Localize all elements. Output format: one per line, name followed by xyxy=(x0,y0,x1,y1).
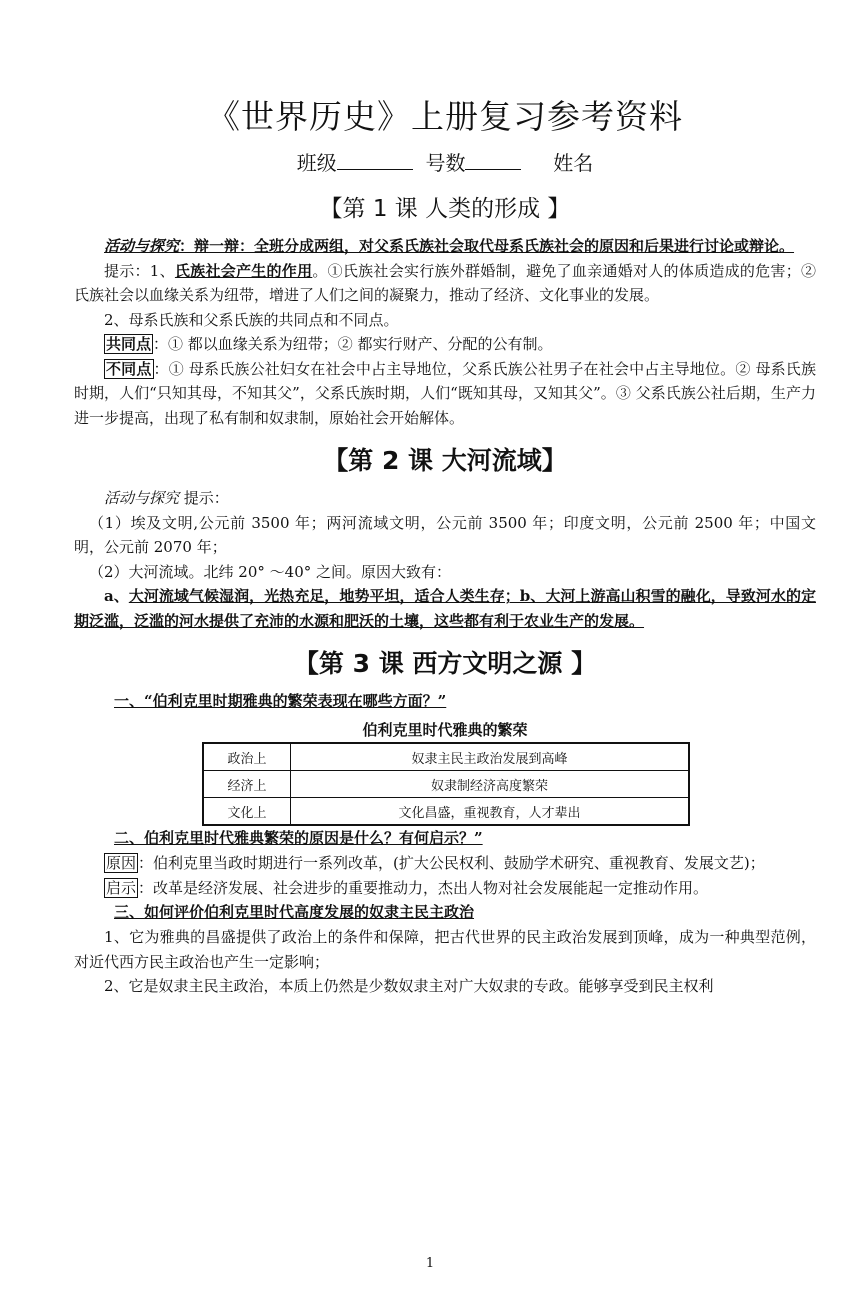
lesson-1-diff-points xyxy=(74,357,816,431)
diff-points-label: 不同点 xyxy=(106,359,152,378)
p3-prefix: a、 xyxy=(104,587,129,605)
hint-topic: 氏族社会产生的作用 xyxy=(174,261,313,280)
class-blank xyxy=(337,149,413,170)
table-value: 奴隶主民主政治发展到高峰 xyxy=(291,743,690,771)
reason-text: ：伯利克里当政时期进行一系列改革，(扩大公民权利、鼓励学术研究、重视教育、发展文艺)； xyxy=(138,854,765,872)
table-row xyxy=(203,798,689,826)
lesson-2-heading: 【第 2 课 大河流域】 xyxy=(323,446,567,475)
lesson-3-evaluation-1: 1、它为雅典的昌盛提供了政治上的条件和保障，把古代世界的民主政治发展到顶峰，成为一种典型范例，对近代西方民主政治也产生一定影响； xyxy=(74,928,816,971)
diff-points-text: ：① 母系氏族公社妇女在社会中占主导地位，父系氏族公社男子在社会中占主导地位。② 母系氏族时期，人们“只知其母，不知其父”，父系氏族时期，人们“既知其母，又知其父”。③ 父系氏族公社后期，生产力进一步提高，出现了私有制和奴隶制，原始社会开始解体。 xyxy=(74,359,816,427)
table-key: 政治上 xyxy=(203,743,291,771)
same-points-text: ：① 都以血缘关系为纽带；② 都实行财产、分配的公有制。 xyxy=(153,335,553,353)
lesson-3-heading: 【第 3 课 西方文明之源 】 xyxy=(293,649,597,678)
lesson-3-insight xyxy=(74,876,816,901)
lesson-3-question-2: 二、伯利克里时代雅典繁荣的原因是什么？有何启示？” xyxy=(114,829,483,847)
hint-text: 。①氏族社会实行族外群婚制，避免了血亲通婚对人的体质造成的危害；②氏族社会以血缘关系为纽带，增进了人们之间的凝聚力，推动了经济、文化事业的发展。 xyxy=(74,261,816,304)
table-row xyxy=(203,771,689,798)
page-number: 1 xyxy=(425,1256,435,1271)
document-page xyxy=(0,92,860,1307)
lesson-1-heading: 【第 1 课 人类的形成 】 xyxy=(319,196,571,222)
same-points-label: 共同点 xyxy=(106,335,152,353)
activity-hint: 提示： xyxy=(179,489,229,507)
athens-prosperity-table xyxy=(202,742,690,826)
table-row xyxy=(203,743,689,771)
name-label: 姓名 xyxy=(553,151,594,175)
lesson-2-paragraph-3 xyxy=(74,584,816,633)
hint-prefix: 提示：1、 xyxy=(104,261,175,280)
lesson-2-paragraph-1: （1）埃及文明,公元前 3500 年；两河流域文明，公元前 3500 年；印度文明，公元前 2500 年；中国文明，公元前 2070 年； xyxy=(74,513,816,556)
student-info-line xyxy=(74,148,816,178)
insight-label: 启示 xyxy=(106,878,137,897)
lesson-2-paragraph-2: （2）大河流域。北纬 20° ～40° 之间。原因大致有： xyxy=(89,562,452,581)
lesson-3-reason xyxy=(74,851,816,876)
table-caption: 伯利克里时代雅典的繁荣 xyxy=(362,721,528,739)
lesson-3-evaluation-2: 2、它是奴隶主民主政治，本质上仍然是少数奴隶主对广大奴隶的专政。能够享受到民主权利 xyxy=(104,977,714,995)
lesson-3-question-3: 三、如何评价伯利克里时代高度发展的奴隶主民主政治 xyxy=(114,903,475,921)
activity-label: 活动与探究 xyxy=(104,237,180,255)
reason-label: 原因 xyxy=(106,854,137,872)
table-key: 文化上 xyxy=(203,798,291,826)
lesson-1-same-points xyxy=(74,332,816,357)
lesson-2-activity xyxy=(74,486,816,511)
lesson-1-activity xyxy=(74,234,816,259)
p3-text: 大河流域气候湿润，光热充足，地势平坦，适合人类生存；b、大河上游高山积雪的融化，导致河水的定期泛滥，泛滥的河水提供了充沛的水源和肥沃的土壤，这些都有利于农业生产的发展。 xyxy=(74,587,816,630)
lesson-1-point-2: 2、母系氏族和父系氏族的共同点和不同点。 xyxy=(104,310,399,329)
insight-text: ：改革是经济发展、社会进步的重要推动力，杰出人物对社会发展能起一定推动作用。 xyxy=(138,878,709,897)
number-blank xyxy=(465,149,521,170)
table-value: 文化昌盛，重视教育，人才辈出 xyxy=(291,798,690,826)
document-title: 《世界历史》上册复习参考资料 xyxy=(207,97,683,136)
lesson-1-hint xyxy=(74,259,816,308)
class-label: 班级 xyxy=(296,151,337,175)
activity-text: ：辩一辩：全班分成两组，对父系氏族社会取代母系氏族社会的原因和后果进行讨论或辩论。 xyxy=(179,237,795,255)
table-value: 奴隶制经济高度繁荣 xyxy=(291,771,690,798)
table-key: 经济上 xyxy=(203,771,291,798)
number-label: 号数 xyxy=(425,151,466,175)
activity-label: 活动与探究 xyxy=(104,489,180,507)
lesson-3-question-1: 一、“伯利克里时期雅典的繁荣表现在哪些方面？” xyxy=(114,692,447,710)
